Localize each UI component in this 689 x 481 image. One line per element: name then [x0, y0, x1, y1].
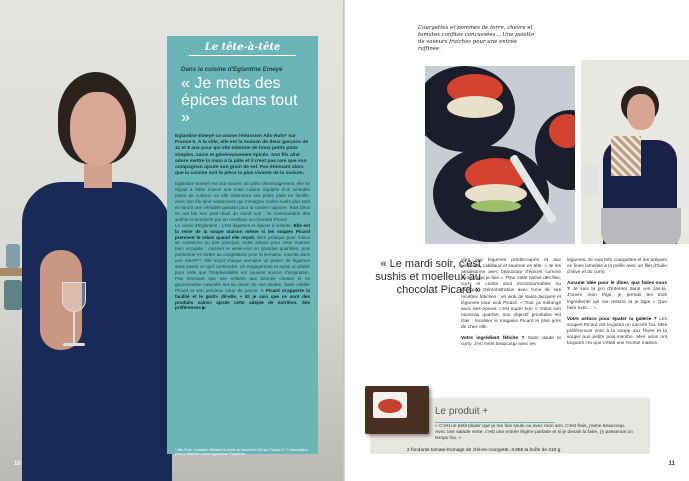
page-number-left: 10: [14, 461, 21, 467]
article-headline: « Je mets des épices dans tout »: [181, 75, 298, 126]
page-number-right: 11: [668, 461, 675, 467]
body-paragraph-3-bold: « Picard m'apporte la facilité et le goût» dit-elle. « Et je sais que ce sont des produits sains» ajoute cette adepte de nutrition. Ses préférences ▶: [175, 287, 311, 311]
article-lead: Eglantine Emeyé co-anime l'émission Allo Rufo* sur France 5. À la ville, elle est la maman de deux garçons de 11 et 8 ans pour qui elle mitonne de bons petits plats simples, sains et généreusement épicés. Son fils aîné adore mettre la main à la pâte et il n'est pas rare que son compagnon ajoute son grain de sel. Pas étonnant alors que la cuisine soit la pièce la plus vivante de la maison.: [175, 134, 309, 177]
column-2-paragraph: légumes. Je suis très courgettes et les prépare en fines lamelles à la poêle avec un filet d'huile d'olive et du curry.: [567, 258, 667, 276]
answer: Les soupes Picard ont toujours un succès fou. Mes préférences vont à la soupe aux fèves et la soupe aux petits pois-menthe. Mes amis ont toujours cru que c'était une recette maison.: [567, 316, 667, 347]
column-2-qa: [567, 281, 667, 311]
article-body: [175, 181, 310, 311]
product-divider: [435, 422, 555, 423]
question: Aucune idée pour le dîner, que faites-vous ?: [567, 281, 667, 293]
pull-quote: « Le mardi soir, c'est sushis et moelleux au chocolat Picard »: [375, 258, 481, 296]
cheese-layer: [447, 96, 503, 118]
question: Votre astuce pour épater la galerie ?: [567, 316, 657, 322]
body-paragraph-2: Le credo d'Eglantine : c'est légumes et épices à volonté.: [175, 222, 293, 228]
photo-caption: Courgettes et pommes de terre, chèvre et tomates confites concassées... Une palette de saveurs fraîches pour une entrée raffinée.: [418, 25, 535, 52]
product-title: Le produit +: [435, 406, 489, 417]
jar: [4, 280, 22, 310]
section-rubric: Le tête-à-tête: [189, 42, 296, 56]
article-kicker: Dans la cuisine d'Eglantine Emeyé: [181, 66, 283, 73]
wine-glass: [62, 282, 86, 312]
interview-panel: [167, 36, 318, 454]
answer: Je suis la pro d'Internet dans ces cas-là. J'ouvre mon frigo, je prends les trois ingrédients qui me restent et je tape « Que faire avec... ».: [567, 287, 667, 311]
text-column-1: [461, 258, 561, 353]
right-page: [345, 0, 689, 481]
column-2-qa: [567, 317, 667, 347]
left-page: [0, 0, 344, 481]
body-paragraph-1: Eglantine Emeyé est tout sourire. En plein déménagement, elle se réjouit à l'idée d'avoir une vraie cuisine équipée d'un véritable piano de cuisson où elle mitonnera ses petits plats en famille. Avec son fils aîné notamment qui s'imagine maître-sushi plus tard et nourrit une véritable passion pour la cuisine nippone. Tous deux en ont fait leur petit rituel du mardi soir : ils commandent des sushis et terminent par un moelleux au chocolat Picard.: [175, 181, 310, 222]
question: Votre ingrédient fétiche ?: [461, 336, 525, 342]
answer: Sans doute le curry. J'en mets beaucoup avec les: [461, 336, 561, 348]
food-photo: [425, 66, 575, 244]
product-quote: « C'est un petit plaisir que je me fais seule ou avec mon ami. C'est frais, j'aime beaucoup. Avec une salade verte, c'est une entrée légère parfaite et si je devais la faire, j'y passerais un temps fou. »: [435, 424, 633, 441]
column-1-paragraph: vont aux légumes prédécoupés et aux poissons, cabillaud et saumon en tête. « Je les assaisonne avec beaucoup d'épices comme tout ce que je fais ». Pour cette native des îles, curry et cumin sont incontournables ou presque. Démonstration avec l'une de ses recettes fétiches : un wok de Saint-Jacques et légumes pour wok Picard. « Tout ça mélangé avec des épices, c'est super bon ». Dans son nouveau quartier, son objectif prioritaire est clair : localiser le magasin Picard le plus près de chez elle.: [461, 258, 561, 331]
text-column-2: [567, 258, 667, 352]
body-paragraph-3: Bien pratique pour mieux se consacrer au plat principal. Autre astuce pour cette maman bien occupée : cuisiner le week-end en grandes quantités, puis portionner et mettre au congélateur pour la semaine. Inscrite dans une AMAP**, elle reçoit chaque semaine un panier de légumes sans savoir ce qu'il contiendra. Un engagement et aussi un plaisir pour celle que l'imprévisibilité est souvent source d'inspiration. Pas étonnant que ses enfants aux bonnes choses et sa gourmandise naturelle ont sa raison de ses doutes. Sans oublier Picard et son précieux coup de pouce.: [175, 234, 310, 293]
product-price: 2 fondants tomate-fromage de chèvre-courgette, 3,95€ la boîte de 210 g.: [407, 448, 562, 453]
courgette-layer: [471, 200, 521, 212]
woman-face: [627, 94, 655, 130]
column-1-qa: [461, 336, 561, 348]
body-paragraph-2-bold: Elle est la reine de la soupe maison même si les soupes Picard prennent le relais quand elle reçoit.: [175, 222, 310, 240]
product-package-image: [378, 399, 402, 413]
wine-glass-base: [63, 343, 85, 346]
wine-glass-stem: [73, 312, 75, 344]
footnote: * Allo Rufo, émission diffusée du lundi au samedi à 10h sur France 5. ** Association pour le Maintien d'une Agriculture Paysanne: [175, 448, 308, 457]
scarf: [611, 136, 641, 176]
pot: [581, 165, 597, 195]
woman-face: [70, 92, 126, 166]
cooking-photo: [581, 60, 689, 244]
cooking-pot: [601, 208, 681, 244]
jar: [6, 244, 20, 268]
